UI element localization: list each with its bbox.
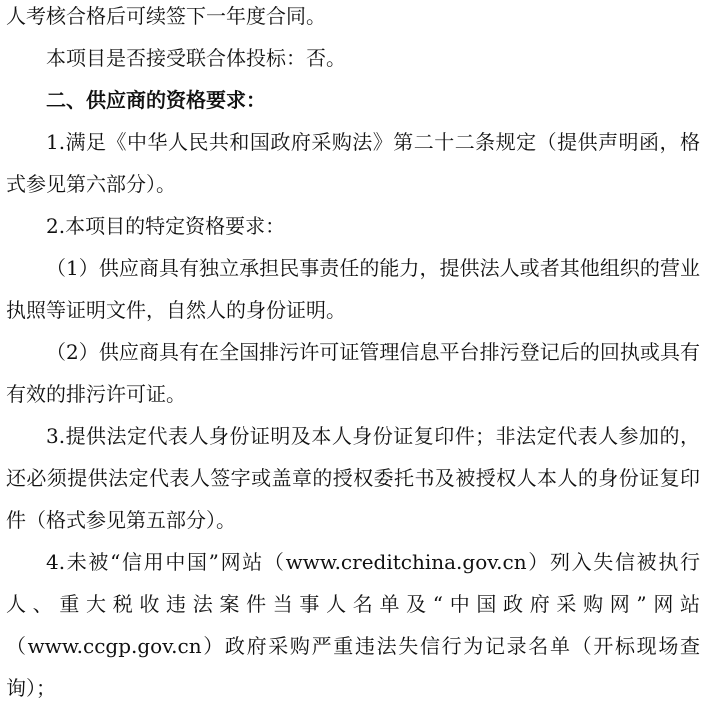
paragraph-requirement-2-2: （2）供应商具有在全国排污许可证管理信息平台排污登记后的回执或具有有效的排污许可证。 (6, 340, 700, 406)
paragraph-requirement-4: 4.未被“信用中国”网站（www.creditchina.gov.cn）列入失信被执行人、重大税收违法案件当事人名单及“中国政府采购网”网站（www.ccgp.gov.cn）政府采购严重违法失信行为记录名单（开标现场查询）； (6, 550, 700, 700)
paragraph-requirement-2: 2.本项目的特定资格要求： (46, 214, 286, 238)
paragraph-requirement-2-1: （1）供应商具有独立承担民事责任的能力，提供法人或者其他组织的营业执照等证明文件，自然人的身份证明。 (6, 256, 700, 322)
paragraph-requirement-1: 1.满足《中华人民共和国政府采购法》第二十二条规定（提供声明函，格式参见第六部分）。 (6, 130, 700, 196)
section-heading-supplier-qualifications: 二、供应商的资格要求： (46, 88, 266, 112)
paragraph-contract-renewal: 人考核合格后可续签下一年度合同。 (6, 4, 326, 28)
paragraph-consortium-bid: 本项目是否接受联合体投标：否。 (46, 46, 346, 70)
document-body (6, 0, 700, 709)
paragraph-requirement-3: 3.提供法定代表人身份证明及本人身份证复印件；非法定代表人参加的，还必须提供法定代表人签字或盖章的授权委托书及被授权人本人的身份证复印件（格式参见第五部分）。 (6, 424, 700, 532)
